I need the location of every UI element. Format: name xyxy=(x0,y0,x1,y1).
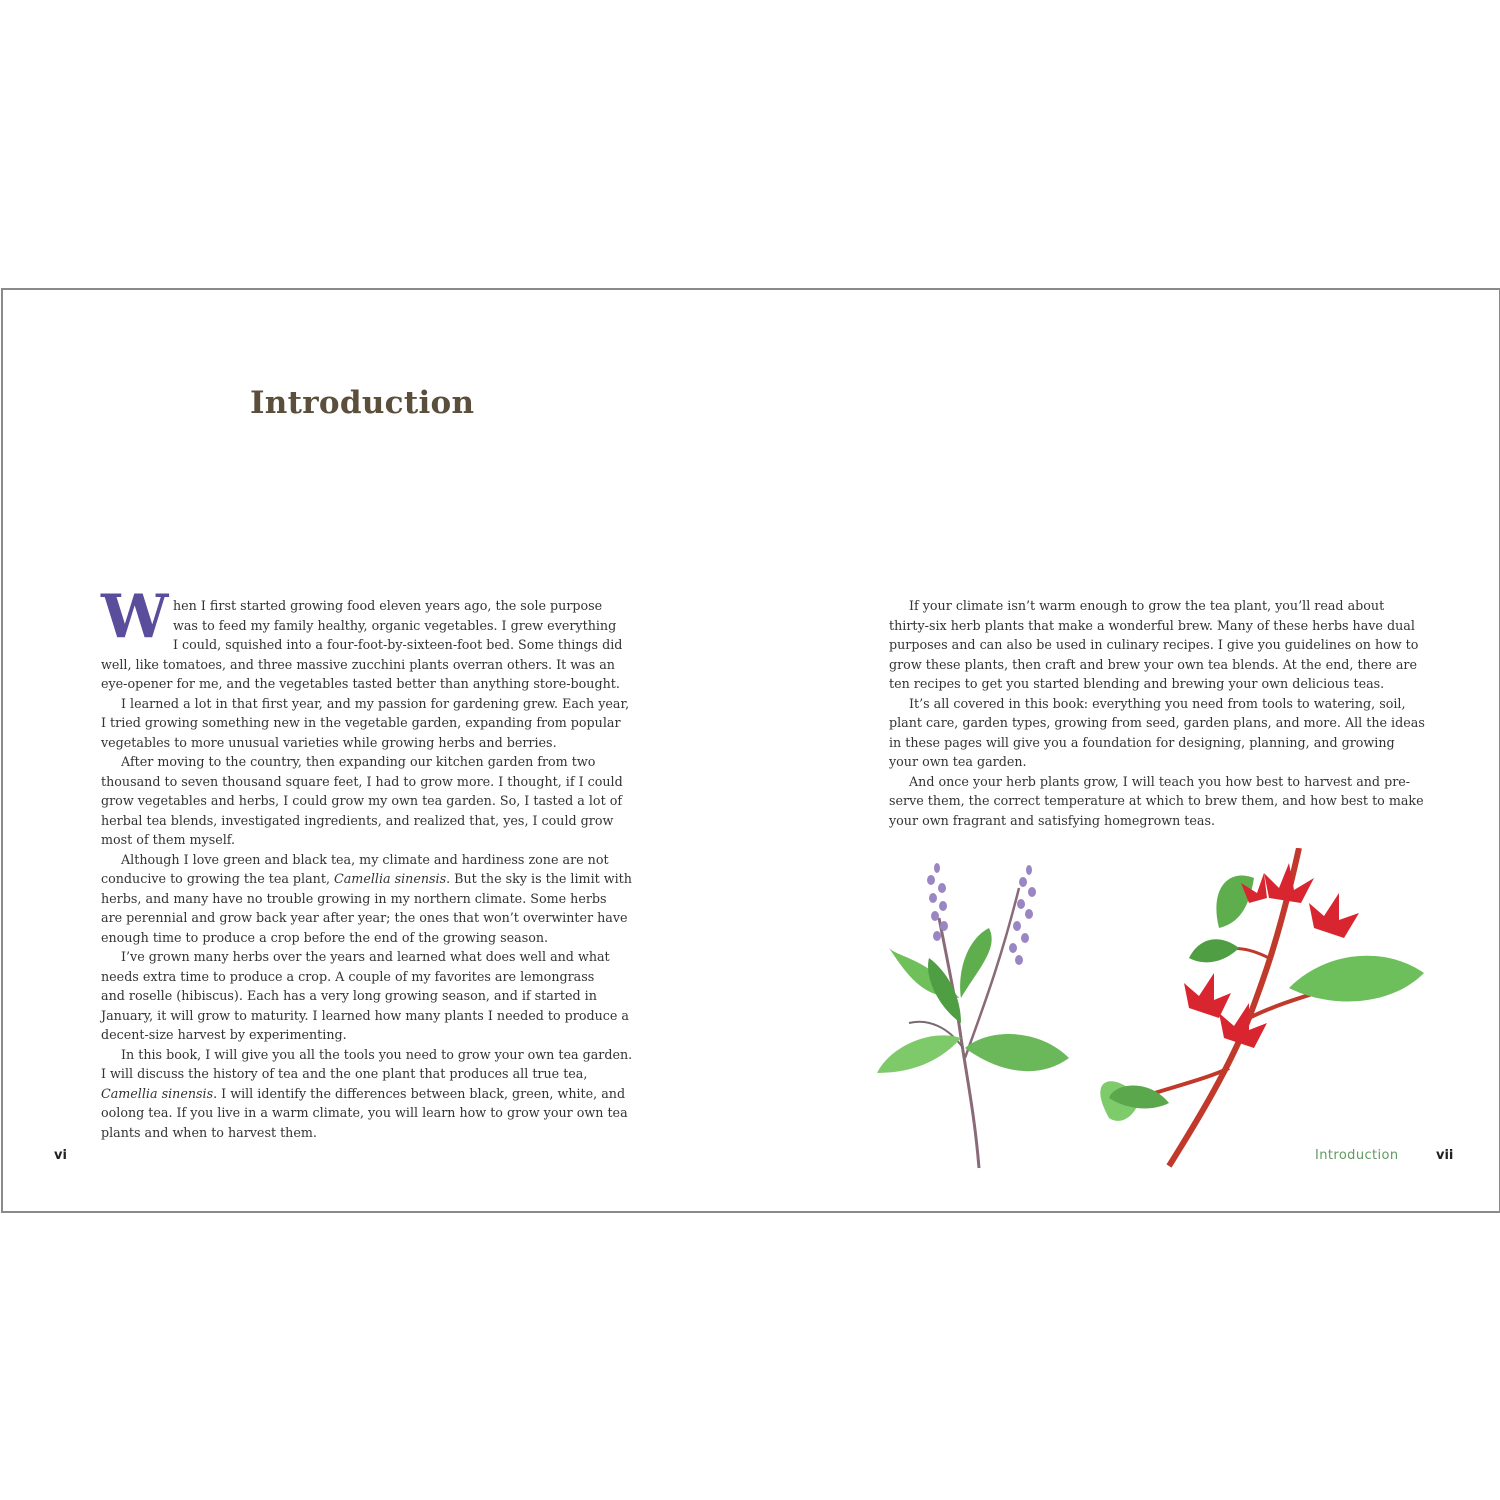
text-line: plants and when to harvest them. xyxy=(101,1124,317,1140)
text-line: If your climate isn’t warm enough to grow the tea plant, you’ll read about xyxy=(909,598,1385,613)
text-line: your own tea garden. xyxy=(889,754,1027,769)
text-line: needs extra time to produce a crop. A couple of my favorites are lemongrass xyxy=(101,968,595,984)
text-line: After moving to the country, then expanding our kitchen garden from two xyxy=(121,754,596,769)
text-run: conducive to growing the tea plant, xyxy=(101,871,335,886)
text-line: your own fragrant and satisfying homegrown teas. xyxy=(889,812,1215,828)
text-line: grow these plants, then craft and brew your own tea blends. At the end, there are xyxy=(889,656,1417,672)
text-line: herbal tea blends, investigated ingredients, and realized that, yes, I could grow xyxy=(101,812,614,828)
text-line: hen I first started growing food eleven years ago, the sole purpose xyxy=(173,598,603,613)
text-line: herbs, and many have no trouble growing in my northern climate. Some herbs xyxy=(101,890,607,906)
text-line: I’ve grown many herbs over the years and learned what does well and what xyxy=(121,949,610,964)
text-line: most of them myself. xyxy=(101,832,236,847)
text-line: vegetables to more unusual varieties while growing herbs and berries. xyxy=(101,734,557,750)
text-line: enough time to produce a crop before the end of the growing season. xyxy=(101,929,549,945)
text-line: thirty-six herb plants that make a wonderful brew. Many of these herbs have dual xyxy=(889,617,1415,633)
drop-cap: W xyxy=(101,582,169,652)
page-number-right: vii xyxy=(1436,1148,1454,1163)
text-line: January, it will grow to maturity. I learned how many plants I needed to produce a xyxy=(101,1007,629,1023)
text-run: . But the sky is the limit with xyxy=(446,871,632,886)
text-line: and roselle (hibiscus). Each has a very long growing season, and if started in xyxy=(101,988,597,1003)
chapter-heading: Introduction xyxy=(250,385,475,421)
holy-basil-illustration xyxy=(877,863,1069,1168)
page-number-left: vi xyxy=(54,1148,67,1163)
text-line: I learned a lot in that first year, and my passion for gardening grew. Each year, xyxy=(121,695,630,711)
text-line: grow vegetables and herbs, I could grow my own tea garden. So, I tasted a lot of xyxy=(101,793,623,808)
text-line: I tried growing something new in the vegetable garden, expanding from popular xyxy=(101,715,621,730)
italic-species-name: Camellia sinensis xyxy=(334,871,447,886)
text-line: ten recipes to get you started blending and brewing your own delicious teas. xyxy=(889,676,1385,691)
text-line: in these pages will give you a foundation for designing, planning, and growing xyxy=(889,734,1395,750)
text-line: are perennial and grow back year after year; the ones that won’t overwinter have xyxy=(101,910,628,925)
text-line: It’s all covered in this book: everything you need from tools to watering, soil, xyxy=(909,695,1406,711)
left-column-text xyxy=(101,596,633,1142)
text-line: And once your herb plants grow, I will teach you how best to harvest and pre- xyxy=(909,773,1411,789)
text-line: purposes and can also be used in culinary recipes. I give you guidelines on how to xyxy=(889,637,1419,652)
text-line: In this book, I will give you all the tools you need to grow your own tea garden. xyxy=(121,1046,633,1062)
text-line xyxy=(101,869,632,889)
text-line: plant care, garden types, growing from seed, garden plans, and more. All the ideas xyxy=(889,715,1425,730)
herb-illustrations xyxy=(869,848,1429,1170)
text-line: I could, squished into a four-foot-by-sixteen-foot bed. Some things did xyxy=(173,637,623,652)
text-run: . I will identify the differences between black, green, white, and xyxy=(213,1085,626,1101)
text-line: was to feed my family healthy, organic vegetables. I grew everything xyxy=(173,617,617,633)
right-column-text xyxy=(889,596,1425,830)
text-line: decent-size harvest by experimenting. xyxy=(101,1027,347,1042)
italic-species-name: Camellia sinensis xyxy=(101,1085,214,1101)
text-line xyxy=(101,1084,626,1104)
text-line: well, like tomatoes, and three massive zucchini plants overran others. It was an xyxy=(101,656,615,672)
text-line: eye-opener for me, and the vegetables tasted better than anything store-bought. xyxy=(101,676,620,691)
running-head: Introduction xyxy=(1315,1148,1399,1163)
text-line: I will discuss the history of tea and the one plant that produces all true tea, xyxy=(101,1066,588,1081)
text-line: serve them, the correct temperature at which to brew them, and how best to make xyxy=(889,793,1424,808)
text-line: thousand to seven thousand square feet, I had to grow more. I thought, if I could xyxy=(101,773,623,789)
book-spread xyxy=(1,288,1500,1213)
text-line: oolong tea. If you live in a warm climate, you will learn how to grow your own tea xyxy=(101,1105,628,1120)
text-line: Although I love green and black tea, my climate and hardiness zone are not xyxy=(121,851,609,867)
roselle-illustration xyxy=(1100,848,1424,1166)
